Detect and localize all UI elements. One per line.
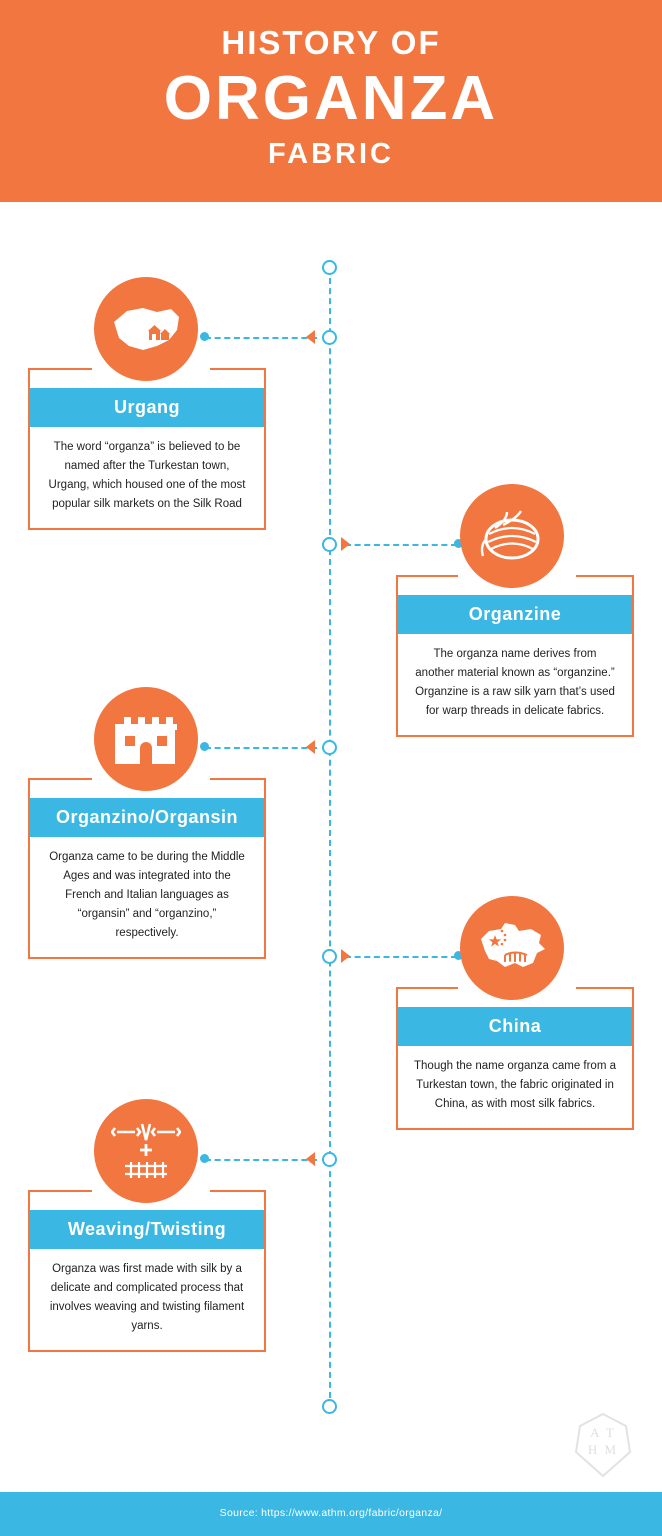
watermark-line-2: H M	[587, 1442, 619, 1457]
card-body-4: Though the name organza came from a Turkestan town, the fabric originated in China, as with most silk fabrics.	[414, 1060, 617, 1110]
header-banner	[0, 0, 662, 202]
card-title-2: Organzine	[398, 595, 632, 634]
header-line-1: HISTORY OF	[221, 24, 441, 61]
weaving-twisting-icon	[111, 1120, 181, 1182]
icon-circle-1	[94, 277, 198, 381]
timeline-card-2	[396, 575, 634, 737]
timeline-node-4	[322, 949, 337, 964]
footer-bar	[0, 1492, 662, 1536]
connector-arrow-3	[306, 740, 315, 754]
icon-circle-4	[460, 896, 564, 1000]
castle-icon	[113, 710, 179, 768]
card-title-5: Weaving/Twisting	[30, 1210, 264, 1249]
card-title-4: China	[398, 1007, 632, 1046]
card-title-3: Organzino/Organsin	[30, 798, 264, 837]
header-line-3: FABRIC	[268, 138, 394, 170]
timeline-node-5	[322, 1152, 337, 1167]
source-text: Source: https://www.athm.org/fabric/organza/	[219, 1507, 443, 1519]
athm-watermark	[572, 1412, 634, 1478]
watermark-line-1: A T	[590, 1425, 616, 1440]
connector-dot-3	[200, 742, 209, 751]
icon-circle-2	[460, 484, 564, 588]
timeline-node-2	[322, 537, 337, 552]
connector-arrow-5	[306, 1152, 315, 1166]
timeline-card-5	[28, 1190, 266, 1352]
card-body-3: Organza came to be during the Middle Ages and was integrated into the French and Italian languages as “organsin” and “organzino,” respectively.	[49, 851, 245, 939]
card-body-1: The word “organza” is believed to be named after the Turkestan town, Urgang, which housed one of the most popular silk markets on the Silk Road	[48, 441, 246, 510]
connector-4	[345, 956, 457, 958]
timeline-card-3	[28, 778, 266, 959]
connector-2	[345, 544, 457, 546]
connector-5	[205, 1159, 317, 1161]
timeline-node-bottom	[322, 1399, 337, 1414]
connector-arrow-1	[306, 330, 315, 344]
china-map-icon	[475, 919, 549, 977]
card-body-2: The organza name derives from another material known as “organzine.” Organzine is a raw silk yarn that’s used for warp threads in delicate fabrics.	[415, 648, 615, 717]
connector-dot-1	[200, 332, 209, 341]
connector-3	[205, 747, 317, 749]
header-line-2: ORGANZA	[163, 64, 499, 133]
timeline-node-3	[322, 740, 337, 755]
connector-1	[205, 337, 317, 339]
timeline-spine	[329, 268, 331, 1408]
timeline-node-top	[322, 260, 337, 275]
card-body-5: Organza was first made with silk by a delicate and complicated process that involves weaving and twisting filament yarns.	[49, 1263, 245, 1332]
icon-circle-3	[94, 687, 198, 791]
connector-dot-5	[200, 1154, 209, 1163]
connector-arrow-4	[341, 949, 350, 963]
yarn-skein-icon	[477, 506, 547, 566]
map-region-icon	[109, 300, 183, 358]
icon-circle-5	[94, 1099, 198, 1203]
connector-arrow-2	[341, 537, 350, 551]
card-title-1: Urgang	[30, 388, 264, 427]
timeline-node-1	[322, 330, 337, 345]
timeline-card-4	[396, 987, 634, 1130]
timeline-card-1	[28, 368, 266, 530]
